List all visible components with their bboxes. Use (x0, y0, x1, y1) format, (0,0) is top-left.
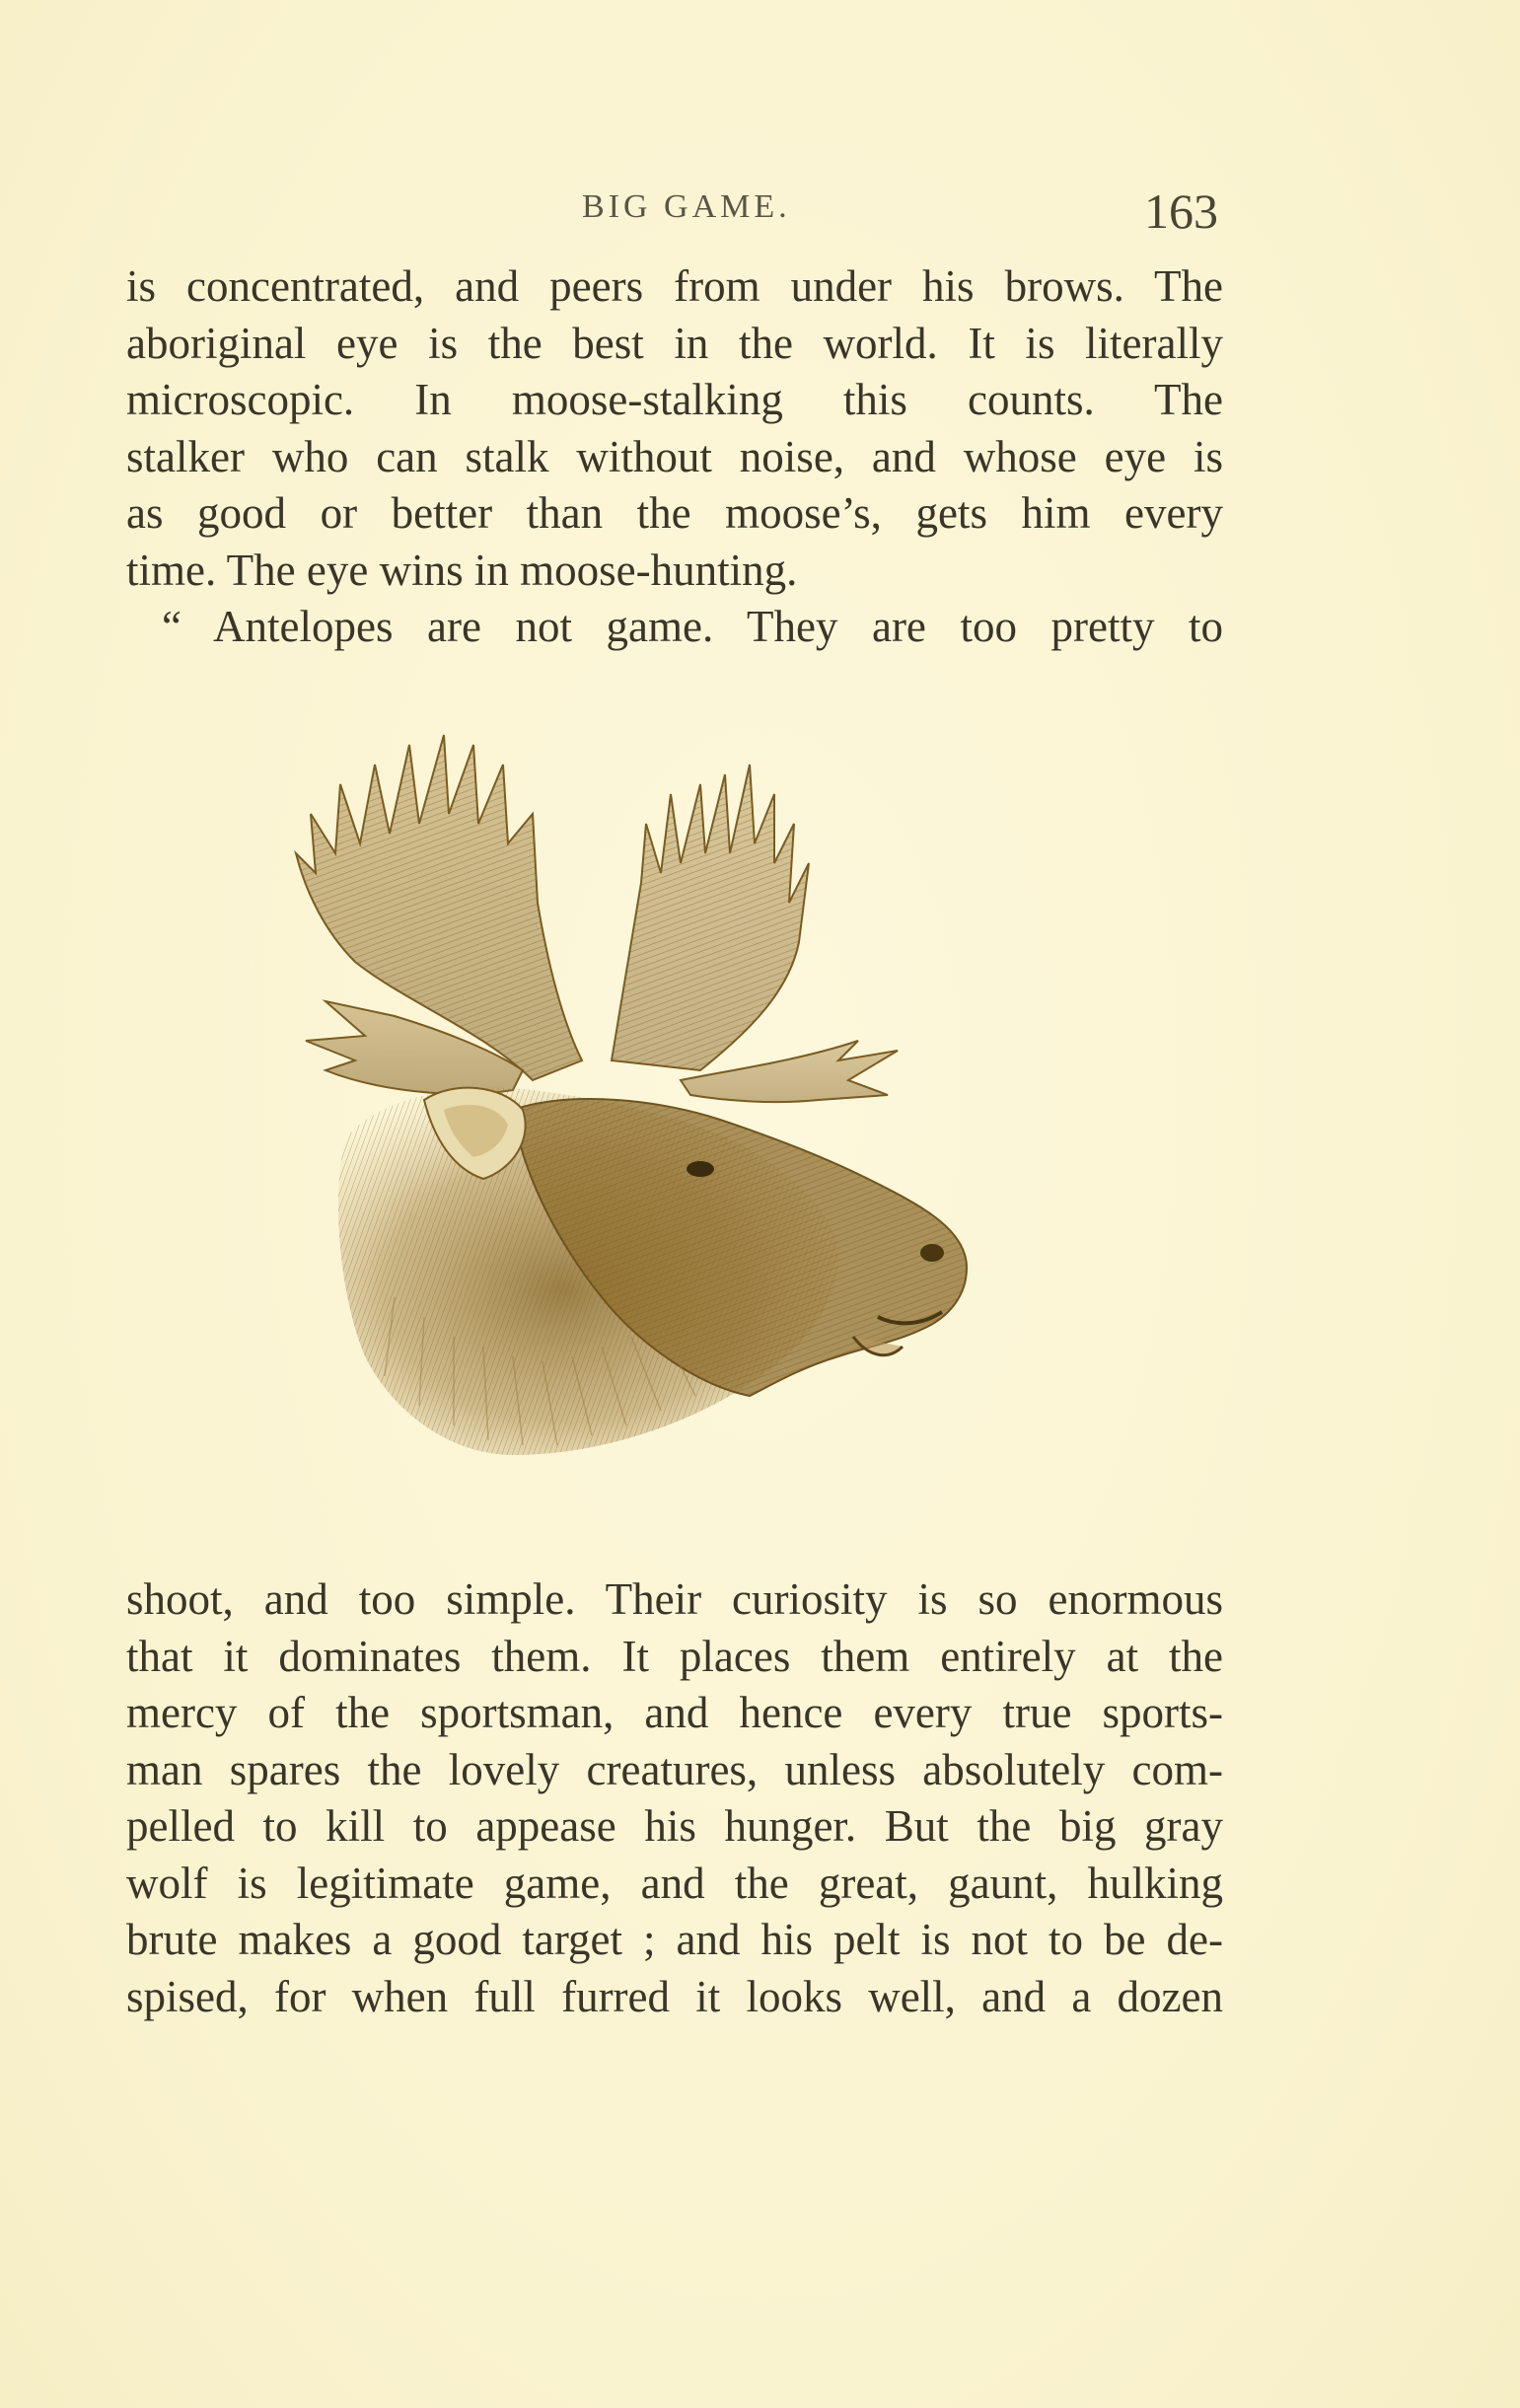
text-line: aboriginal eye is the best in the world. It is literally (126, 318, 1223, 368)
text-line: pelled to kill to appease his hunger. But the big gray (126, 1801, 1223, 1851)
moose-eye (687, 1161, 714, 1177)
moose-head-drawing (286, 705, 1016, 1485)
paragraph-bottom (126, 1571, 1223, 2025)
text-line: microscopic. In moose-stalking this counts. The (126, 375, 1223, 424)
running-title: BIG GAME. (582, 188, 791, 225)
text-line: spised, for when full furred it looks well, and a dozen (126, 1971, 1223, 2021)
text-line: brute makes a good target ; and his pelt is not to be de- (126, 1915, 1223, 1964)
text-line: shoot, and too simple. Their curiosity is so enormous (126, 1574, 1223, 1624)
text-line: man spares the lovely creatures, unless absolutely com- (126, 1744, 1223, 1794)
text-line: mercy of the sportsman, and hence every true sports- (126, 1688, 1223, 1737)
moose-head-illustration (286, 705, 1016, 1485)
text-line: stalker who can stalk without noise, and whose eye is (126, 431, 1223, 481)
page-number: 163 (1144, 183, 1218, 239)
paragraph-top (126, 258, 1223, 656)
text-line: as good or better than the moose’s, gets him every (126, 488, 1223, 538)
moose-nostril (920, 1244, 944, 1262)
text-line: is concentrated, and peers from under his brows. The (126, 261, 1223, 311)
text-line: “ Antelopes are not game. They are too pretty to (162, 602, 1223, 651)
text-line: time. The eye wins in moose-hunting. (126, 545, 798, 595)
text-line: wolf is legitimate game, and the great, gaunt, hulking (126, 1858, 1223, 1908)
text-line: that it dominates them. It places them entirely at the (126, 1631, 1223, 1681)
running-head (0, 182, 1520, 252)
